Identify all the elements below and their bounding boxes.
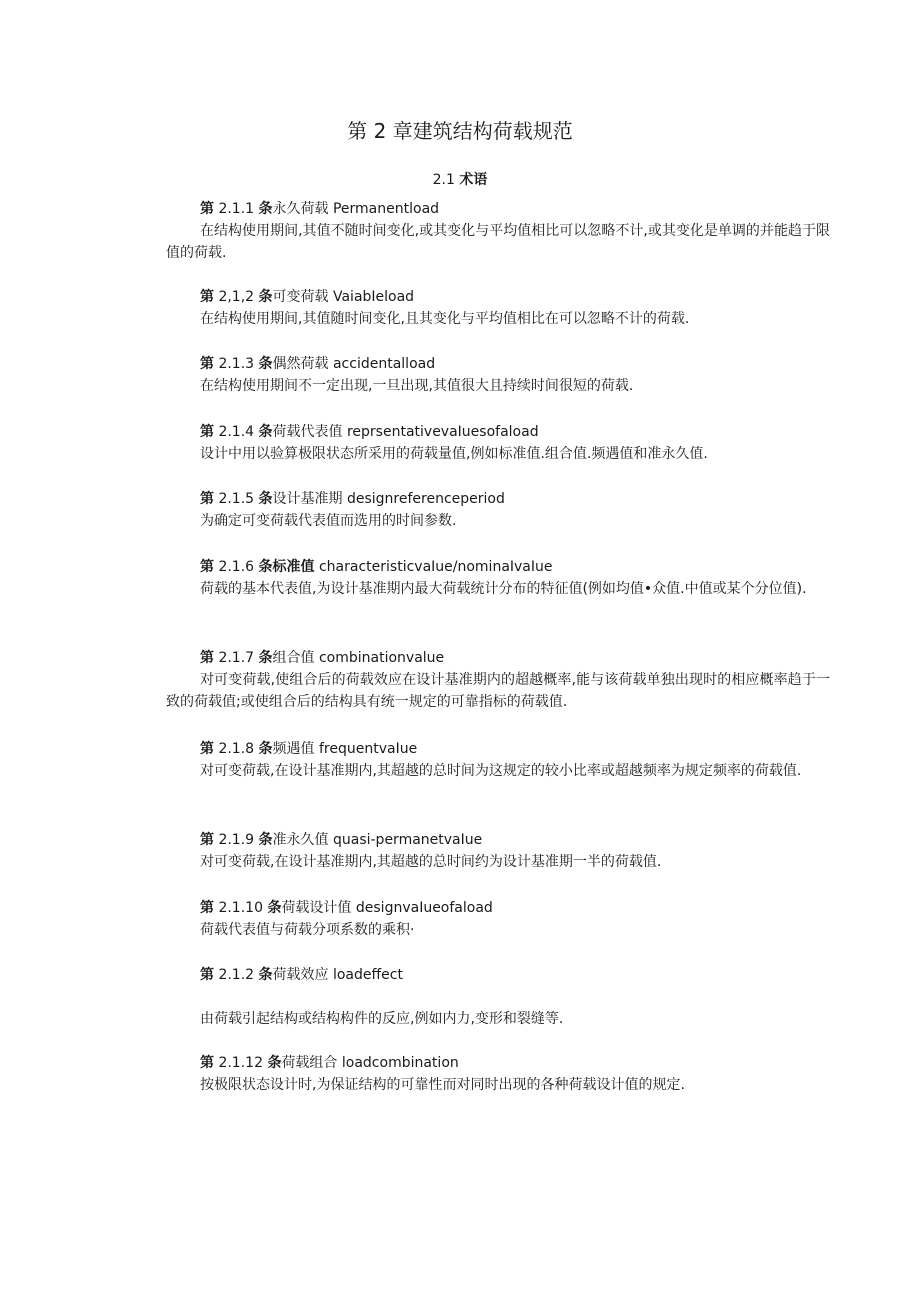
clause-suffix: 条 xyxy=(258,289,273,305)
clause-heading xyxy=(166,353,830,375)
section-name: 术语 xyxy=(459,172,488,188)
clause-term: 荷载组合 loadcombination xyxy=(281,1055,459,1071)
clause-body: 由荷载引起结构或结构构件的反应,例如内力,变形和裂缝等. xyxy=(200,1011,564,1027)
clause-body: 对可变荷载,在设计基准期内,其超越的总时间约为设计基准期一半的荷载值. xyxy=(200,854,662,870)
clause-suffix: 条 xyxy=(258,741,273,757)
clause-term: 组合值 combinationvalue xyxy=(272,650,445,666)
clause-prefix: 第 xyxy=(200,900,214,916)
clause-2-1-9 xyxy=(166,829,830,873)
clause-number: 2.1.2 xyxy=(214,967,259,983)
clause-heading xyxy=(166,647,830,669)
clause-prefix: 第 xyxy=(200,356,214,372)
clause-number: 2.1.12 xyxy=(214,1055,268,1071)
clause-prefix: 第 xyxy=(200,559,214,575)
clause-term: 设计基准期 designreferenceperiod xyxy=(272,491,505,507)
clause-body: 在结构使用期间,其值不随时间变化,或其变化与平均值相比可以忽略不计,或其变化是单调的并能趋于限值的荷载. xyxy=(166,223,830,261)
clause-2-1-8 xyxy=(166,738,830,782)
clause-number: 2.1.6 xyxy=(214,559,259,575)
clause-suffix: 条 xyxy=(258,832,273,848)
clause-suffix: 条 xyxy=(258,201,273,217)
clause-heading xyxy=(166,556,830,578)
clause-number: 2.1.10 xyxy=(214,900,268,916)
clause-body: 荷载的基本代表值,为设计基准期内最大荷载统计分布的特征值(例如均值•众值.中值或某个分位值). xyxy=(200,581,807,597)
clause-term: 准永久值 quasi-permanetvaIue xyxy=(272,832,483,848)
clause-term: 永久荷载 Permanentload xyxy=(272,201,440,217)
clause-number: 2,1,2 xyxy=(214,289,259,305)
clause-term: 荷载效应 loadeffect xyxy=(272,967,403,983)
clause-heading xyxy=(166,738,830,760)
clause-body: 对可变荷载,使组合后的荷载效应在设计基准期内的超越概率,能与该荷载单独出现时的相应概率趋于一致的荷载值;或使组合后的结构具有统一规定的可靠指标的荷载值. xyxy=(166,672,830,710)
clause-number: 2.1.7 xyxy=(214,650,259,666)
clause-prefix: 第 xyxy=(200,491,214,507)
clause-2-1-1 xyxy=(166,198,830,264)
clause-body: 对可变荷载,在设计基准期内,其超越的总时间为这规定的较小比率或超越频率为规定频率的荷载值. xyxy=(200,763,802,779)
clause-term: 可变荷载 VaiabIeload xyxy=(272,289,415,305)
clause-heading xyxy=(166,198,830,220)
clause-suffix: 条 xyxy=(258,356,273,372)
clause-2-1-7 xyxy=(166,647,830,713)
clause-heading xyxy=(166,1052,830,1074)
clause-prefix: 第 xyxy=(200,289,214,305)
clause-prefix: 第 xyxy=(200,967,214,983)
section-title xyxy=(0,170,920,190)
clause-heading xyxy=(166,488,830,510)
clause-suffix: 条 xyxy=(258,491,273,507)
clause-2-1-4 xyxy=(166,421,830,465)
clause-term: 荷载代表值 reprsentativevaIuesofaload xyxy=(272,424,539,440)
clause-heading xyxy=(166,829,830,851)
clause-number: 2.1.1 xyxy=(214,201,259,217)
clause-term: 频遇值 frequentvaIue xyxy=(272,741,418,757)
clause-number: 2.1.8 xyxy=(214,741,259,757)
clause-term: 偶然荷载 accidentalload xyxy=(272,356,436,372)
clause-prefix: 第 xyxy=(200,741,214,757)
clause-heading xyxy=(166,964,830,986)
clause-body: 在结构使用期间,其值随时间变化,且其变化与平均值相比在可以忽略不计的荷载. xyxy=(200,311,690,327)
clause-suffix: 条标准值 xyxy=(258,559,315,575)
clause-prefix: 第 xyxy=(200,1055,214,1071)
clause-heading xyxy=(166,286,830,308)
clause-2-1-12 xyxy=(166,1052,830,1096)
clause-body: 荷载代表值与荷载分项系数的乘积· xyxy=(200,922,415,938)
clause-suffix: 条 xyxy=(267,1055,282,1071)
clause-2-1-11 xyxy=(166,964,830,1030)
clause-term: 荷载设计值 designvaIueofaload xyxy=(281,900,493,916)
clause-number: 2.1.5 xyxy=(214,491,259,507)
clause-prefix: 第 xyxy=(200,832,214,848)
clause-body: 设计中用以验算极限状态所采用的荷载量值,例如标准值.组合值.频遇值和准永久值. xyxy=(200,446,708,462)
clause-body: 为确定可变荷载代表值而选用的时间参数. xyxy=(200,513,457,529)
clause-suffix: 条 xyxy=(258,424,273,440)
clause-suffix: 条 xyxy=(258,967,273,983)
clause-prefix: 第 xyxy=(200,424,214,440)
clause-2-1-10 xyxy=(166,897,830,941)
clause-term: characteristicvaIue/nominaIvaIue xyxy=(314,559,553,575)
clause-2-1-5 xyxy=(166,488,830,532)
clause-2-1-3 xyxy=(166,353,830,397)
clause-2-1-2 xyxy=(166,286,830,330)
section-number: 2.1 xyxy=(432,172,460,188)
clause-prefix: 第 xyxy=(200,201,214,217)
clause-prefix: 第 xyxy=(200,650,214,666)
clause-number: 2.1.4 xyxy=(214,424,259,440)
clause-heading xyxy=(166,897,830,919)
clause-suffix: 条 xyxy=(258,650,273,666)
clause-number: 2.1.9 xyxy=(214,832,259,848)
clause-suffix: 条 xyxy=(267,900,282,916)
clause-body: 按极限状态设计时,为保证结构的可靠性而对同时出现的各种荷载设计值的规定. xyxy=(200,1077,685,1093)
clause-heading xyxy=(166,421,830,443)
clause-2-1-6 xyxy=(166,556,830,600)
chapter-title: 第 2 章建筑结构荷载规范 xyxy=(347,119,573,143)
clause-body: 在结构使用期间不一定出现,一旦出现,其值很大且持续时间很短的荷载. xyxy=(200,378,634,394)
clause-number: 2.1.3 xyxy=(214,356,259,372)
